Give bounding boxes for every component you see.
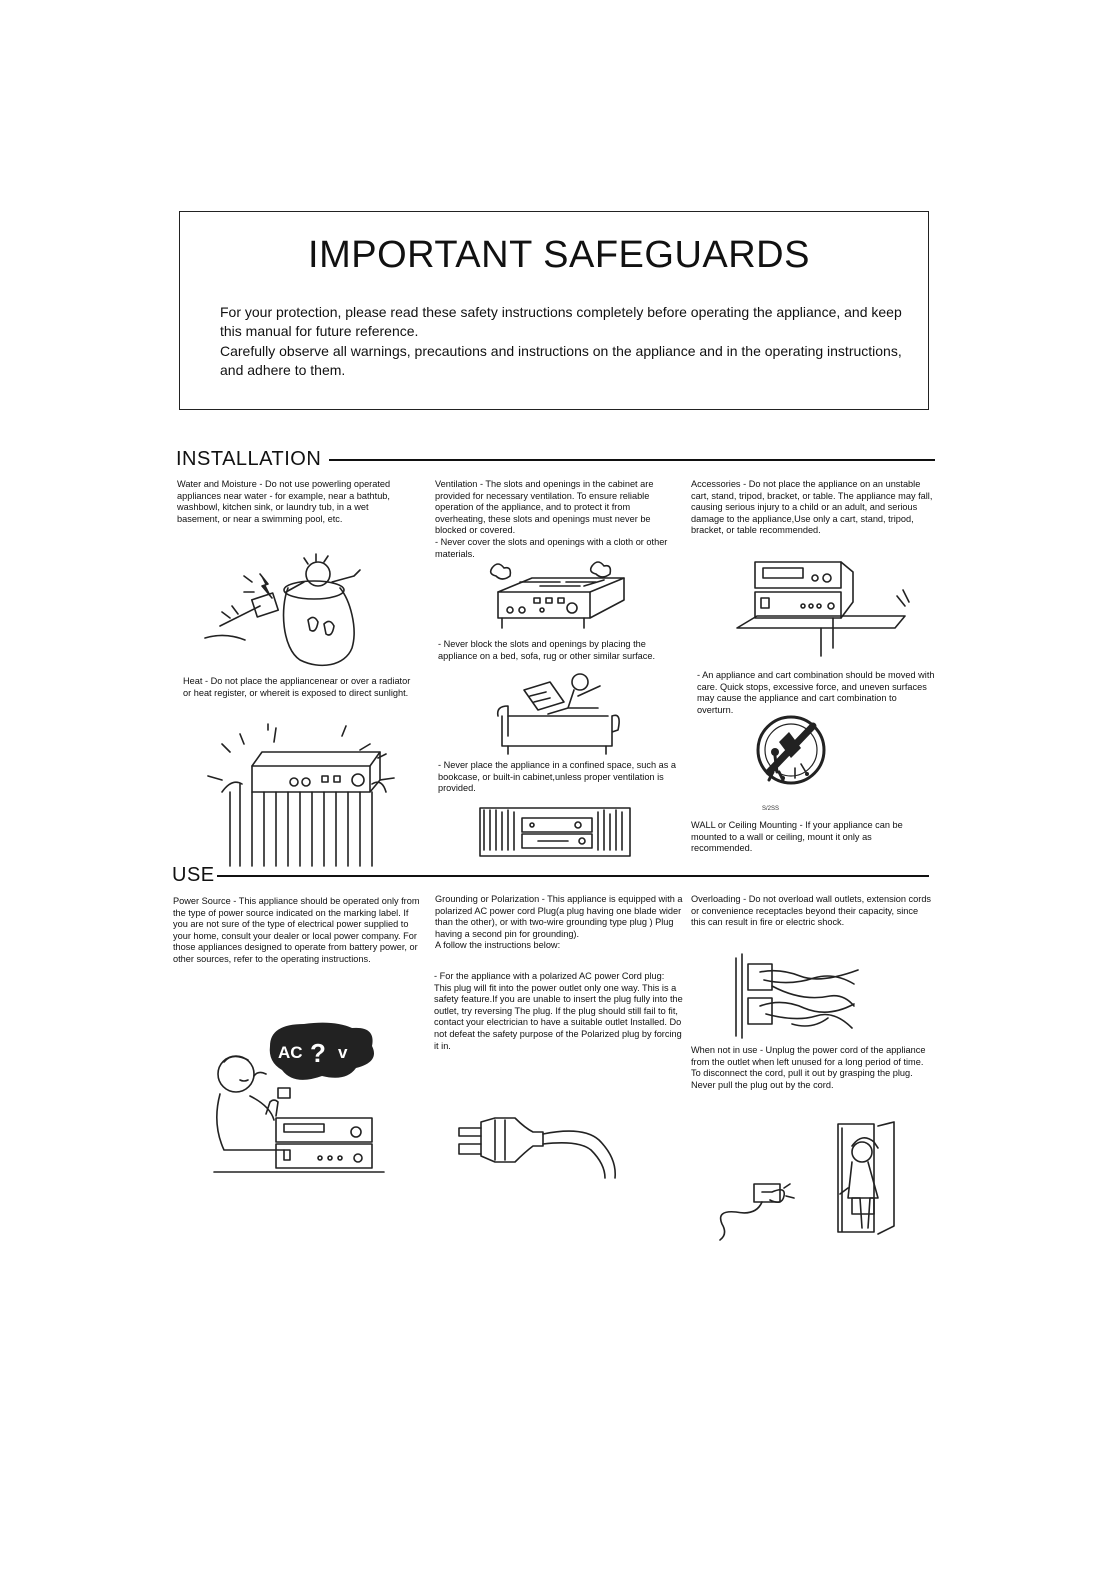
sofa-appliance-illustration	[494, 668, 619, 756]
polarized-plug-illustration	[455, 1108, 623, 1180]
vent-confined-text: - Never place the appliance in a confined space, such as a bookcase, or built-in cabinet,unless proper ventilation is provided.	[438, 760, 677, 794]
page-title: IMPORTANT SAFEGUARDS	[308, 234, 810, 276]
bathtub-appliance-illustration	[200, 548, 390, 670]
installation-heading: INSTALLATION	[176, 448, 322, 470]
use-heading: USE	[172, 864, 215, 886]
overloaded-outlet-illustration	[732, 950, 862, 1040]
polarized-plug-text: - For the appliance with a polarized AC power Cord plug: This plug will fit into the power outlet only one way. This is a safety feature.If you are unable to insert the plug fully into the outlet, try reversing The plug. If the plug should still fail to fit, contact your electrician to have a suitable outlet Installed. Do not defeat the safety purpose of the Polarized plug by forcing it in.	[434, 971, 683, 1051]
use-divider	[217, 875, 929, 877]
water-moisture-text: Water and Moisture - Do not use powerling operated appliances near water - for example, near a bathtub, washbowl, kitchen sink, or laundry tub, in a wet basement, or near a swimming pool, etc.	[177, 479, 391, 524]
accessories-text: Accessories - Do not place the appliance on an unstable cart, stand, tripod, bracket, or table. The appliance may fall, causing serious injury to a child or an adult, and serious damage to the appliance,Use only a cart, stand, tripod, bracket, or table recommended.	[691, 479, 933, 536]
unplug-text: When not in use - Unplug the power cord of the appliance from the outlet when left unused for a long period of time. To disconnect the cord, pull it out by grasping the plug. Never pull the plug out by the cord.	[691, 1045, 926, 1090]
ventilation-text: Ventilation - The slots and openings in the cabinet are provided for necessary ventilation. To ensure reliable operation of the appliance, and to protect it from overheating, these slots and openings must never be blocked or covered. - Never cover the slots and openings with a cloth or other materials.	[435, 479, 668, 559]
radiator-heat-illustration	[200, 722, 400, 872]
intro-paragraph-observe: Carefully observe all warnings, precautions and instructions on the appliance and in the operating instructions, and adhere to them.	[220, 343, 902, 378]
installation-divider	[329, 459, 935, 461]
covered-vents-illustration	[480, 560, 650, 640]
grounding-text: Grounding or Polarization - This appliance is equipped with a polarized AC power cord Plug(a plug having one blade wider than the other), or with two-wire grounding type plug ) Plug having a second pin for grounding). A follow the instructions below:	[435, 894, 683, 951]
unplug-leaving-illustration	[712, 1122, 924, 1244]
unstable-table-illustration	[733, 556, 913, 658]
bubble-question: ?	[310, 1038, 326, 1068]
intro-paragraph: For your protection, please read these safety instructions completely before operating the appliance, and keep this manual for future reference.	[220, 304, 902, 339]
symbol-code: S/2SS	[762, 806, 780, 812]
power-source-text: Power Source - This appliance should be operated only from the type of power source indicated on the marking label. If you are not sure of the type of electrical power supplied to your home, consult your dealer or local power company. For those appliances designed to operate from battery power, or other sources, refer to the operating instructions.	[173, 896, 420, 964]
vent-bed-text: - Never block the slots and openings by placing the appliance on a bed, sofa, rug or other similar surface.	[438, 639, 656, 661]
wall-mounting-text: WALL or Ceiling Mounting - If your appliance can be mounted to a wall or ceiling, mount it only as recommended.	[691, 820, 903, 854]
bubble-ac: AC	[278, 1043, 303, 1062]
bookcase-illustration	[478, 798, 636, 860]
cart-text: - An appliance and cart combination should be moved with care. Quick stops, excessive force, and uneven surfaces may cause the appliance and cart combination to overturn.	[697, 670, 935, 715]
bubble-v: v	[338, 1043, 348, 1062]
cart-warning-symbol	[755, 712, 827, 808]
overloading-text: Overloading - Do not overload wall outlets, extension cords or convenience receptacles beyond their capacity, since this can result in fire or electric shock.	[691, 894, 932, 928]
power-source-illustration	[210, 1018, 390, 1180]
heat-text: Heat - Do not place the appliancenear or over a radiator or heat register, or whereit is exposed to direct sunlight.	[183, 676, 411, 698]
